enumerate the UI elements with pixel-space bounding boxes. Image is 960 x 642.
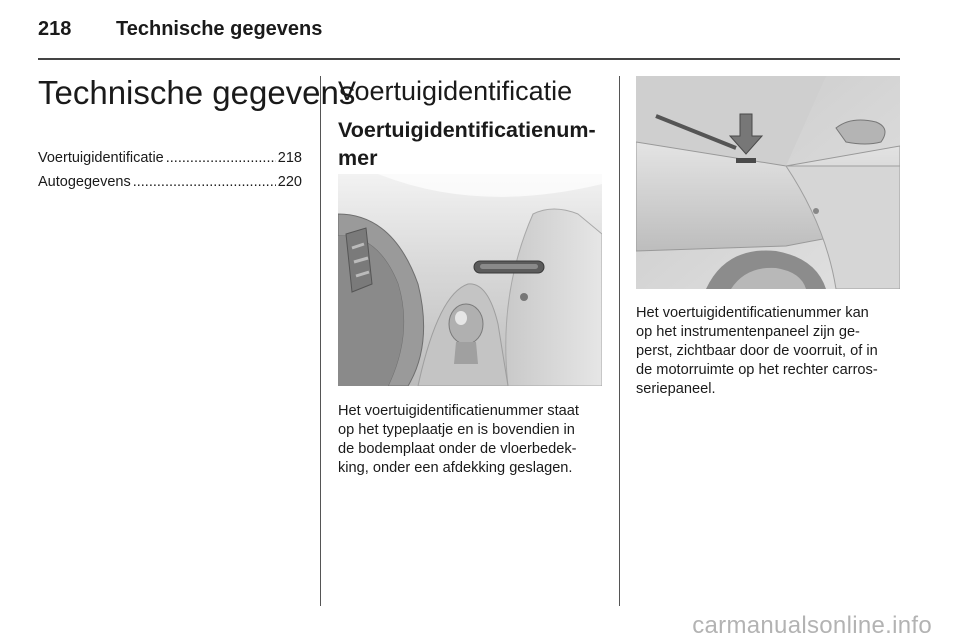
paragraph-line: de bodemplaat onder de vloerbedek- bbox=[338, 441, 577, 457]
toc-entry-autogegevens[interactable] bbox=[38, 174, 302, 198]
figure-interior-illustration bbox=[338, 174, 602, 386]
toc-entry-label: Voertuigidentificatie bbox=[38, 150, 164, 166]
paragraph-line: perst, zichtbaar door de voorruit, of in bbox=[636, 343, 878, 359]
paragraph-line: Het voertuigidentificatienummer kan bbox=[636, 305, 869, 321]
chapter-title: Technische gegevens bbox=[38, 74, 356, 111]
figure-interior bbox=[338, 174, 602, 386]
paragraph-line: de motorruimte op het rechter carros- bbox=[636, 362, 878, 378]
paragraph-line: op het typeplaatje en is bovendien in bbox=[338, 422, 575, 438]
subsection-title-line-2: mer bbox=[338, 146, 378, 170]
paragraph-line: Het voertuigidentificatienummer staat bbox=[338, 403, 579, 419]
paragraph-line: king, onder een afdekking geslagen. bbox=[338, 460, 573, 476]
toc-entry-label: Autogegevens bbox=[38, 174, 131, 190]
paragraph-line: seriepaneel. bbox=[636, 381, 716, 397]
toc-leader-dots bbox=[166, 150, 276, 166]
paragraph-type-plate bbox=[338, 402, 579, 478]
column-divider-left bbox=[320, 76, 321, 606]
watermark: carmanualsonline.info bbox=[692, 612, 932, 639]
subsection-title-line-1: Voertuigidentificatienum- bbox=[338, 118, 596, 142]
toc-leader-dots bbox=[133, 174, 276, 190]
figure-exterior bbox=[636, 76, 900, 289]
subsection-title bbox=[338, 116, 608, 172]
toc-entry-page: 220 bbox=[277, 174, 302, 190]
toc-entry-page: 218 bbox=[277, 150, 302, 166]
column-divider-right bbox=[619, 76, 620, 606]
header-rule bbox=[38, 58, 900, 60]
paragraph-line: op het instrumentenpaneel zijn ge- bbox=[636, 324, 860, 340]
table-of-contents bbox=[38, 150, 302, 198]
section-title: Voertuigidentificatie bbox=[338, 76, 573, 106]
toc-entry-voertuigidentificatie[interactable] bbox=[38, 150, 302, 174]
paragraph-instrument-panel bbox=[636, 304, 878, 399]
figure-exterior-illustration bbox=[636, 76, 900, 289]
running-title: Technische gegevens bbox=[116, 18, 323, 40]
page-number: 218 bbox=[38, 18, 72, 40]
